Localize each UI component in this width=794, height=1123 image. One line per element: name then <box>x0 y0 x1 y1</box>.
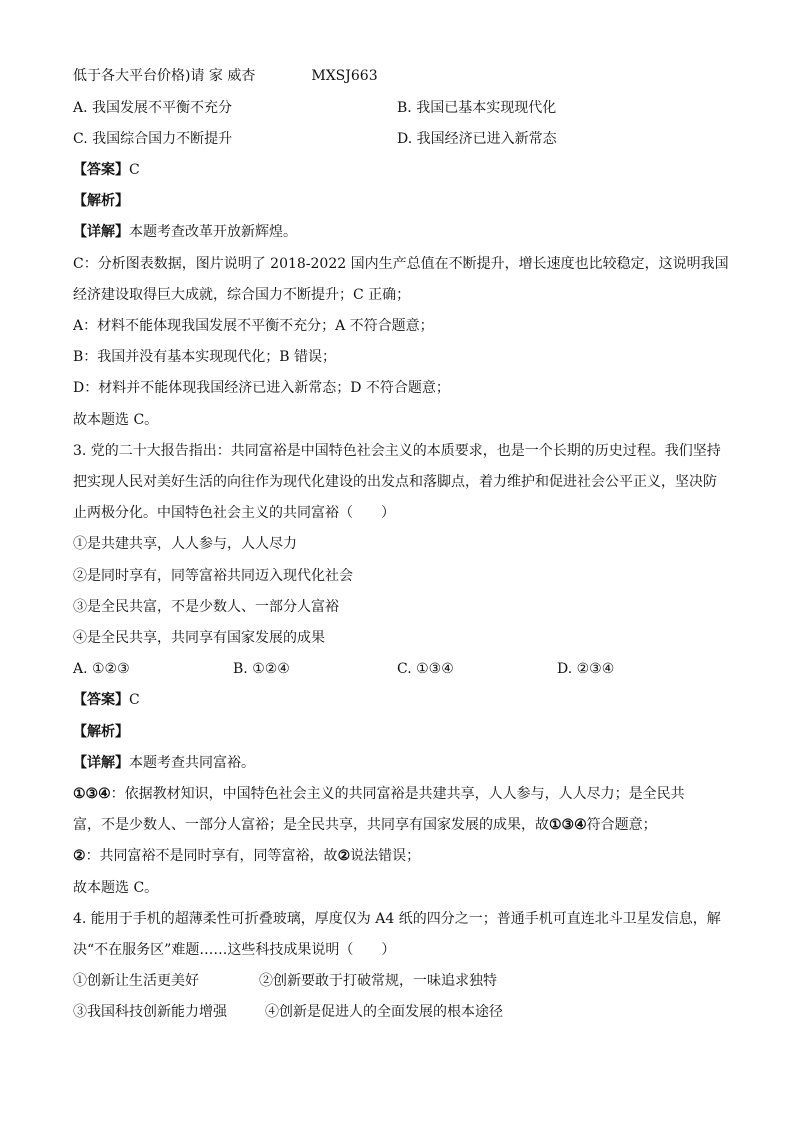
q3-stem-line: 3. 党的二十大报告指出：共同富裕是中国特色社会主义的本质要求，也是一个长期的历史过程。我们坚持 <box>73 443 721 459</box>
q4-statement: ②创新要敢于打破常规，一味追求独特 <box>259 973 497 989</box>
q2-option-a: A. 我国发展不平衡不充分 <box>73 100 233 116</box>
q2-option-b: B. 我国已基本实现现代化 <box>397 100 557 116</box>
q4-stem-line: 决“不在服务区”难题……这些科技成果说明（ ） <box>73 942 396 958</box>
q3-explain-line: ②：共同富裕不是同时享有，同等富裕，故②说法错误； <box>73 848 421 864</box>
q3-answer-value: C <box>129 692 140 708</box>
q3-detail <box>73 753 733 773</box>
q3-option-d: D. ②③④ <box>557 661 615 677</box>
q3-conclusion: 故本题选 C。 <box>73 880 159 896</box>
q2-conclusion: 故本题选 C。 <box>73 412 159 428</box>
q2-explain-line: B：我国并没有基本实现现代化；B 错误； <box>73 349 337 365</box>
q2-option-d: D. 我国经济已进入新常态 <box>397 131 557 147</box>
q2-detail-label: 【详解】 <box>73 224 129 240</box>
q2-explain-line: C：分析图表数据，图片说明了 2018-2022 国内生产总值在不断提升，增长速度也比较稳定，这说明我国 <box>73 256 729 272</box>
q4-statement: ①创新让生活更美好 <box>73 973 199 989</box>
q3-option-a: A. ①②③ <box>73 661 130 677</box>
q3-answer-label: 【答案】 <box>73 692 129 708</box>
q4-statement: ③我国科技创新能力增强 <box>73 1004 227 1020</box>
q2-detail <box>73 222 733 242</box>
q2-option-c: C. 我国综合国力不断提升 <box>73 131 233 147</box>
q3-statement: ②是同时享有，同等富裕共同迈入现代化社会 <box>73 568 353 584</box>
q2-explain-line: D：材料并不能体现我国经济已进入新常态；D 不符合题意； <box>73 380 450 396</box>
q2-explain-line: 经济建设取得巨大成就，综合国力不断提升；C 正确； <box>73 287 411 303</box>
q3-detail-text: 本题考查共同富裕。 <box>129 755 255 771</box>
q2-answer-value: C <box>129 162 140 178</box>
q3-option-b: B. ①②④ <box>233 661 290 677</box>
q3-explain-line: 富，不是少数人、一部分人富裕；是全民共享，共同享有国家发展的成果，故①③④符合题意； <box>73 817 657 833</box>
q2-analysis-label: 【解析】 <box>73 193 129 209</box>
q2-answer <box>73 160 733 180</box>
q3-explain-line: ①③④：依据教材知识，中国特色社会主义的共同富裕是共建共享，人人参与，人人尽力；是全民共 <box>73 786 685 802</box>
q3-answer <box>73 690 733 710</box>
q3-statement: ④是全民共享，共同享有国家发展的成果 <box>73 630 325 646</box>
q3-statement: ③是全民共富，不是少数人、一部分人富裕 <box>73 599 339 615</box>
q3-option-c: C. ①③④ <box>397 661 454 677</box>
intro-text: 低于各大平台价格)请 家 威杏 <box>73 68 256 84</box>
intro-code: MXSJ663 <box>311 68 378 84</box>
q3-stem-line: 把实现人民对美好生活的向往作为现代化建设的出发点和落脚点，着力维护和促进社会公平正义，坚决防 <box>73 474 717 490</box>
q2-detail-text: 本题考查改革开放新辉煌。 <box>129 224 297 240</box>
q2-answer-label: 【答案】 <box>73 162 129 178</box>
intro-line <box>73 66 733 86</box>
q3-stem-line: 止两极分化。中国特色社会主义的共同富裕（ ） <box>73 505 395 521</box>
q3-statement: ①是共建共享，人人参与，人人尽力 <box>73 536 297 552</box>
q4-stem-line: 4. 能用于手机的超薄柔性可折叠玻璃，厚度仅为 A4 纸的四分之一；普通手机可直连北斗卫星发信息，解 <box>73 911 721 927</box>
q3-detail-label: 【详解】 <box>73 755 129 771</box>
q3-analysis-label: 【解析】 <box>73 724 129 740</box>
q4-statement: ④创新是促进人的全面发展的根本途径 <box>265 1004 503 1020</box>
q2-explain-line: A：材料不能体现我国发展不平衡不充分；A 不符合题意； <box>73 318 434 334</box>
